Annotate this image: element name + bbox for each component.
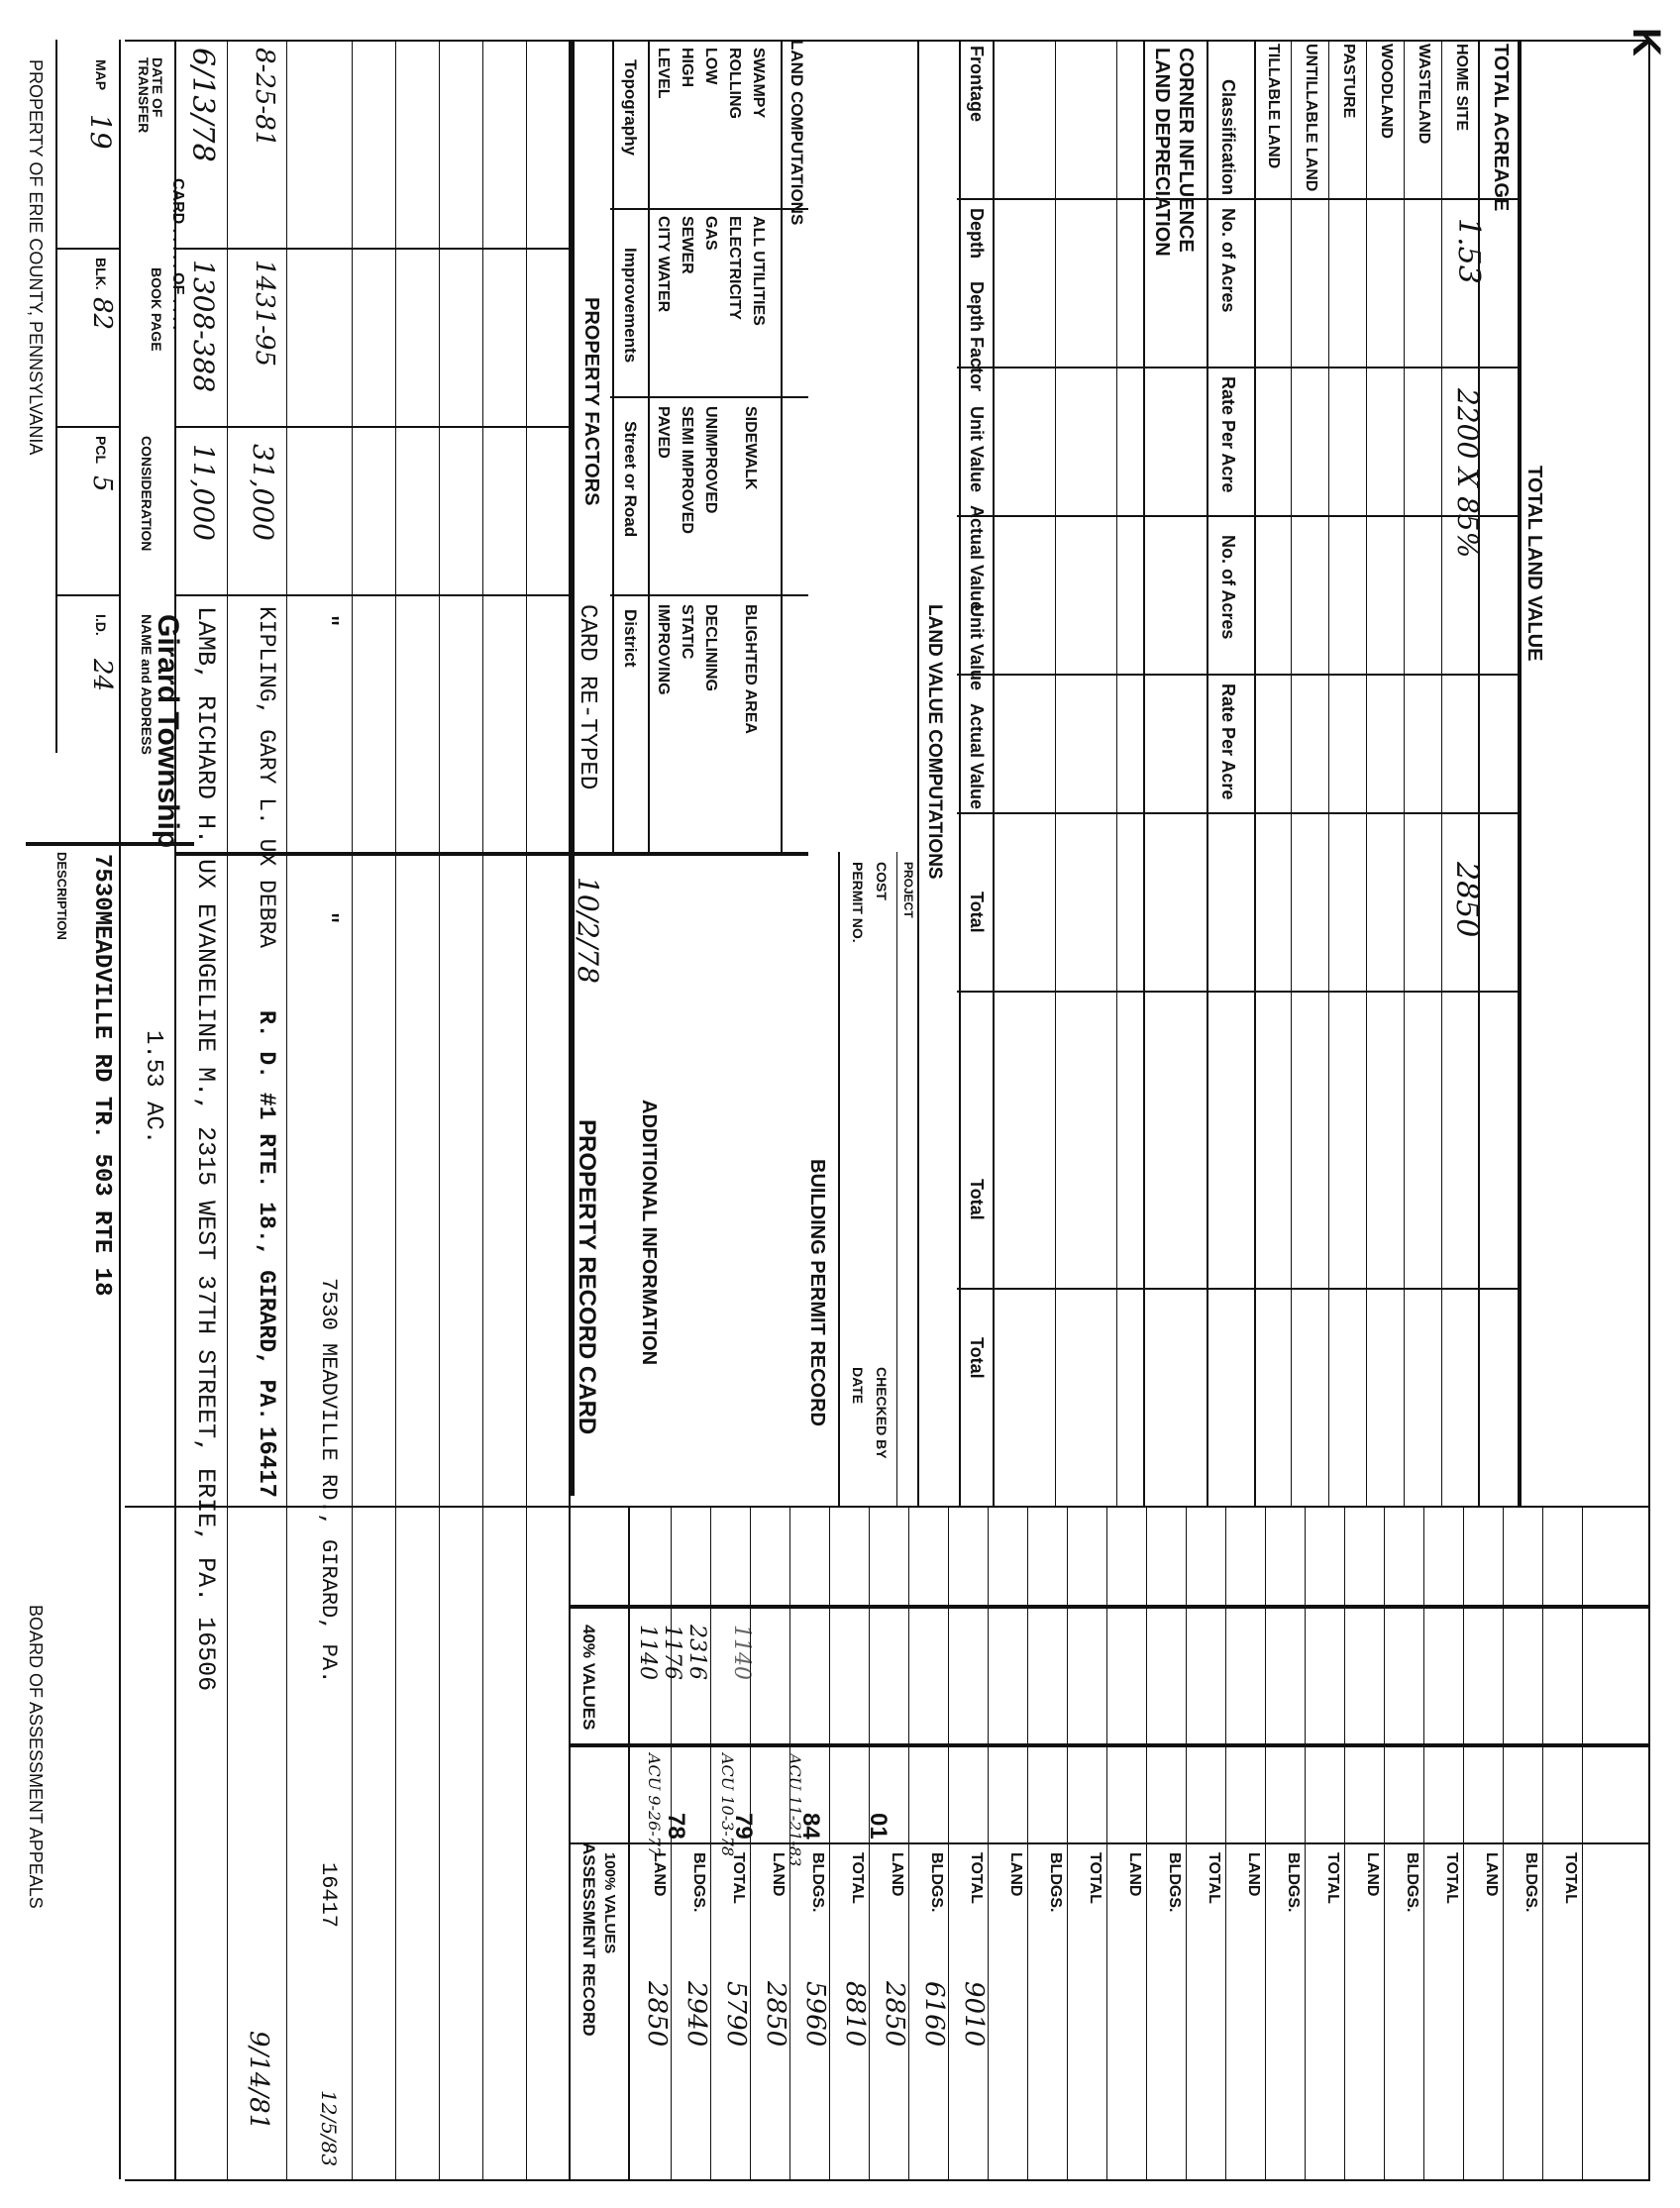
improvements-header: Improvements bbox=[621, 248, 640, 364]
assessment-row-label: LAND bbox=[1245, 1852, 1262, 1897]
assessment-row-value: 6160 bbox=[919, 1981, 949, 2048]
initials-1-who: ACU bbox=[645, 1753, 664, 1791]
permit-title: BUILDING PERMIT RECORD bbox=[806, 1159, 828, 1426]
land-depreciation-label: LAND DEPRECIATION bbox=[1151, 48, 1173, 257]
rule bbox=[829, 1506, 830, 2179]
rule bbox=[1305, 1506, 1306, 2179]
id-value: 24 bbox=[87, 659, 117, 692]
rule bbox=[174, 594, 571, 596]
imp-city-water: CITY WATER bbox=[655, 216, 672, 313]
assessment-row-label: LAND bbox=[770, 1852, 787, 1897]
rule bbox=[1423, 1506, 1424, 2179]
rule bbox=[1055, 40, 1056, 1506]
rule bbox=[1225, 1506, 1226, 2179]
rule bbox=[1648, 40, 1650, 2179]
map-value: 19 bbox=[84, 114, 117, 150]
rule bbox=[26, 842, 194, 846]
street-paved: PAVED bbox=[655, 406, 672, 459]
additional-info: ADDITIONAL INFORMATION bbox=[638, 1100, 660, 1366]
rule bbox=[352, 40, 353, 2179]
initials-3-who: ACU bbox=[786, 1753, 804, 1791]
value40-4: 1140 bbox=[729, 1625, 754, 1680]
rule bbox=[174, 852, 808, 856]
assessment-row-label: LAND bbox=[1364, 1852, 1381, 1897]
rule bbox=[908, 1506, 909, 2179]
rule bbox=[227, 40, 228, 2179]
imp-sewer: SEWER bbox=[679, 216, 695, 274]
year-78: 78 bbox=[663, 1813, 689, 1840]
value40-2: 1176 bbox=[660, 1625, 684, 1680]
transfer-date-2: 8-25-81 bbox=[250, 48, 279, 148]
rule bbox=[1582, 1506, 1583, 2179]
pcl-value: 5 bbox=[87, 475, 117, 492]
home-site-acres: 1.53 bbox=[1451, 218, 1486, 284]
assessment-row-label: BLDGS. bbox=[809, 1852, 826, 1913]
rule bbox=[957, 515, 1522, 517]
rule bbox=[896, 852, 897, 1506]
rule bbox=[1186, 1506, 1187, 2179]
class-home-site: HOME SITE bbox=[1453, 44, 1470, 132]
assessment-row-value: 5960 bbox=[800, 1981, 830, 2048]
rule bbox=[993, 40, 995, 1506]
rule bbox=[1143, 40, 1145, 1506]
district-declining: DECLINING bbox=[702, 604, 719, 691]
permit-date-label: DATE bbox=[850, 1367, 866, 1405]
assessment-row-label: TOTAL bbox=[1324, 1852, 1341, 1904]
assessment-row-value: 2850 bbox=[880, 1981, 909, 2048]
rule bbox=[526, 40, 527, 2179]
record-card-title: PROPERTY RECORD CARD bbox=[574, 1119, 600, 1435]
street-sidewalk: SIDEWALK bbox=[742, 406, 759, 490]
home-site-total: 2850 bbox=[1449, 862, 1484, 938]
assessment-row-label: LAND bbox=[1483, 1852, 1500, 1897]
district-static: STATIC bbox=[679, 604, 695, 660]
rule bbox=[1106, 1506, 1107, 2179]
blk-label: BLK. bbox=[93, 258, 109, 290]
land-computations-label: LAND COMPUTATIONS bbox=[788, 40, 806, 226]
rule bbox=[174, 248, 571, 250]
assessment-row-value: 9010 bbox=[959, 1981, 989, 2048]
rule bbox=[781, 40, 783, 852]
rule bbox=[648, 40, 650, 852]
assessment-row-label: TOTAL bbox=[968, 1852, 985, 1904]
transfer-zip-2: 16417 bbox=[253, 1426, 279, 1499]
rule bbox=[174, 40, 176, 2179]
values40-header: 40% VALUES bbox=[579, 1625, 598, 1731]
topo-level: LEVEL bbox=[655, 48, 672, 99]
rule bbox=[612, 40, 614, 852]
th-total-1: Total bbox=[967, 892, 987, 933]
retyped-date: 10/2/78 bbox=[572, 877, 604, 984]
total-land-value-label: TOTAL LAND VALUE bbox=[1523, 466, 1545, 662]
ditto-mark-1: " bbox=[316, 614, 341, 628]
assessment-row-value: 8810 bbox=[840, 1981, 870, 2048]
transfer-address-2: R. D. #1 RTE. 18., GIRARD, PA. bbox=[254, 1010, 279, 1421]
assessment-row-label: BLDGS. bbox=[1404, 1852, 1420, 1913]
rule bbox=[610, 396, 808, 398]
initials-2-date: 10-3-78 bbox=[718, 1795, 737, 1857]
rule bbox=[1441, 40, 1442, 1506]
transfer-consideration-2: 31,000 bbox=[247, 444, 279, 541]
rule bbox=[1518, 40, 1522, 1506]
rule bbox=[1146, 1506, 1147, 2179]
rule bbox=[750, 1506, 751, 2179]
rule bbox=[439, 40, 440, 2179]
rule bbox=[957, 1288, 1522, 1290]
rule bbox=[957, 674, 1522, 676]
rule bbox=[957, 812, 1522, 814]
initials-1-date: 9-26-77 bbox=[645, 1795, 664, 1857]
rule bbox=[988, 1506, 989, 2179]
rule bbox=[1207, 40, 1208, 1506]
year-84: 84 bbox=[797, 1813, 824, 1840]
assessment-row-label: BLDGS. bbox=[1166, 1852, 1183, 1913]
imp-gas: GAS bbox=[702, 216, 719, 251]
rule bbox=[1366, 40, 1367, 1506]
id-label: I.D. bbox=[93, 614, 109, 636]
assessment-row-label: BLDGS. bbox=[1285, 1852, 1302, 1913]
street-header: Street or Road bbox=[621, 421, 640, 538]
topo-high: HIGH bbox=[679, 48, 695, 87]
rule bbox=[710, 1506, 711, 2179]
rule bbox=[125, 40, 1650, 42]
assessment-row-label: TOTAL bbox=[1443, 1852, 1460, 1904]
rule bbox=[571, 1605, 1650, 1609]
rule bbox=[789, 1506, 790, 2179]
rule bbox=[125, 1506, 1650, 1508]
assessment-row-label: TOTAL bbox=[1562, 1852, 1579, 1904]
transfer-name-1: LAMB, RICHARD H. UX EVANGELINE M., 2315 WEST 37TH STREET, ERIE, PA. 16506 bbox=[191, 606, 220, 1692]
rule bbox=[55, 40, 57, 753]
description-label: DESCRIPTION bbox=[54, 852, 69, 940]
rule bbox=[395, 40, 396, 2179]
rule bbox=[1291, 40, 1292, 1506]
class-woodland: WOODLAND bbox=[1378, 44, 1395, 139]
class-pasture: PASTURE bbox=[1340, 44, 1357, 119]
rule bbox=[286, 40, 287, 2179]
rule bbox=[1542, 1506, 1543, 2179]
land-value-computations-title: LAND VALUE COMPUTATIONS bbox=[924, 604, 945, 880]
rule bbox=[671, 1506, 672, 2179]
assessment-row-label: LAND bbox=[1126, 1852, 1143, 1897]
th-rate-per-acre-2: Rate Per Acre bbox=[1218, 683, 1238, 800]
rule bbox=[1404, 40, 1405, 1506]
rule bbox=[869, 1506, 870, 2179]
rule bbox=[957, 367, 1522, 368]
pcl-label: PCL bbox=[93, 436, 109, 464]
permit-checked-label: CHECKED BY bbox=[874, 1367, 890, 1459]
transfer-date-note-2: 9/14/81 bbox=[244, 2031, 273, 2131]
year-79: 79 bbox=[730, 1813, 757, 1840]
rule bbox=[1254, 40, 1256, 1506]
assessment-row-value: 2850 bbox=[642, 1981, 672, 2048]
permit-project-label: PROJECT bbox=[901, 862, 915, 918]
imp-electricity: ELECTRICITY bbox=[726, 216, 743, 320]
rule bbox=[1067, 1506, 1068, 2179]
rule bbox=[959, 40, 961, 1506]
th-unit-value-2: Unit Value bbox=[967, 604, 987, 691]
corner-influence-label: CORNER INFLUENCE bbox=[1175, 48, 1197, 253]
map-label: MAP bbox=[93, 59, 109, 91]
property-factors-title: PROPERTY FACTORS bbox=[580, 297, 602, 506]
rule bbox=[174, 426, 571, 428]
assessment-row-label: BLDGS. bbox=[1047, 1852, 1064, 1913]
th-name-address: NAME and ADDRESS bbox=[139, 614, 155, 755]
assessment-row-label: TOTAL bbox=[849, 1852, 866, 1904]
th-date-transfer: DATE OF TRANSFER bbox=[136, 57, 165, 134]
permit-cost-label: COST bbox=[874, 862, 890, 900]
transfer-name-2: KIPLING, GARY L. UX DEBRA bbox=[254, 606, 279, 949]
ditto-mark-2: " bbox=[316, 911, 341, 925]
th-total-3: Total bbox=[967, 1337, 987, 1379]
home-site-rate: 2200 X 85% bbox=[1451, 388, 1484, 559]
imp-all-utilities: ALL UTILITIES bbox=[750, 216, 767, 326]
rule bbox=[482, 40, 483, 2179]
transfer-date-1: 6/13/78 bbox=[185, 48, 220, 162]
rule bbox=[57, 248, 121, 250]
th-frontage: Frontage bbox=[967, 46, 987, 123]
th-depth-factor: Depth Factor bbox=[967, 281, 987, 392]
assessment-row-value: 5790 bbox=[721, 1981, 751, 2048]
assessment-row-label: TOTAL bbox=[1087, 1852, 1103, 1904]
district-blighted: BLIGHTED AREA bbox=[742, 604, 759, 734]
transfer-address-3: 7530 MEADVILLE RD., GIRARD, PA. bbox=[316, 1278, 341, 1684]
topo-rolling: ROLLING bbox=[726, 48, 743, 119]
assessment-record-header: ASSESSMENT RECORD bbox=[579, 1842, 598, 2037]
of-text: OF bbox=[169, 272, 186, 295]
assessment-row-label: BLDGS. bbox=[1522, 1852, 1539, 1913]
th-depth: Depth bbox=[967, 208, 987, 259]
th-actual-value: Actual Value bbox=[967, 505, 987, 612]
transfer-book-1: 1308-388 bbox=[187, 260, 220, 393]
topo-low: LOW bbox=[702, 48, 719, 85]
class-total-acreage: TOTAL ACREAGE bbox=[1490, 44, 1512, 212]
rule bbox=[957, 198, 1522, 200]
value40-1: 1140 bbox=[635, 1625, 660, 1680]
class-wasteland: WASTELAND bbox=[1416, 44, 1432, 145]
rule bbox=[119, 40, 121, 2179]
year-01: 01 bbox=[865, 1813, 892, 1840]
rule bbox=[1344, 1506, 1345, 2179]
initials-2-who: ACU bbox=[718, 1753, 737, 1791]
rule bbox=[1027, 1506, 1028, 2179]
th-consideration: CONSIDERATION bbox=[139, 436, 155, 552]
th-rate-per-acre: Rate Per Acre bbox=[1218, 376, 1238, 493]
assessment-row-label: BLDGS. bbox=[690, 1852, 707, 1913]
rule bbox=[628, 1506, 630, 2179]
th-total-2: Total bbox=[967, 1179, 987, 1220]
transfer-date-note-3: 12/5/83 bbox=[317, 2090, 341, 2167]
rule bbox=[57, 594, 121, 596]
rule bbox=[917, 40, 919, 1506]
assessment-row-value: 2940 bbox=[682, 1981, 711, 2048]
description-line2: 1.53 AC. bbox=[140, 1030, 166, 1145]
rule bbox=[571, 1743, 1650, 1747]
th-actual-value-2: Actual Value bbox=[967, 703, 987, 810]
assessment-row-label: BLDGS. bbox=[928, 1852, 945, 1913]
retyped-note: CARD RE-TYPED bbox=[574, 604, 600, 790]
topography-header: Topography bbox=[621, 59, 640, 156]
description-line1: 7530MEADVILLE RD TR. 503 RTE 18 bbox=[88, 854, 115, 1297]
initials-2 bbox=[718, 1753, 737, 1856]
initials-3-date: 11-21-83 bbox=[786, 1795, 804, 1867]
rule bbox=[1503, 1506, 1504, 2179]
assessment-row-label: TOTAL bbox=[1206, 1852, 1222, 1904]
assessment-row-label: LAND bbox=[651, 1852, 668, 1897]
card-mark: K bbox=[1625, 28, 1668, 56]
blk-value: 82 bbox=[87, 297, 117, 331]
rule bbox=[610, 594, 808, 596]
footer-left: PROPERTY OF ERIE COUNTY, PENNSYLVANIA bbox=[26, 59, 46, 456]
assessment-row-label: TOTAL bbox=[730, 1852, 747, 1904]
card-label: CARD . . . . . OF . . . . bbox=[169, 178, 186, 330]
assessment-row-label: LAND bbox=[889, 1852, 905, 1897]
assessment-record-sub: 100% VALUES bbox=[601, 1852, 618, 1954]
rule bbox=[948, 1506, 949, 2179]
value40-3: 2316 bbox=[684, 1625, 709, 1680]
rule bbox=[1116, 40, 1117, 1506]
rule bbox=[1463, 1506, 1464, 2179]
th-no-acres-2: No. of Acres bbox=[1218, 535, 1238, 640]
transfer-consideration-1: 11,000 bbox=[187, 444, 220, 541]
rule bbox=[957, 991, 1522, 993]
rule bbox=[1265, 1506, 1266, 2179]
transfer-zip-3: 16417 bbox=[316, 1862, 341, 1929]
card-text: CARD bbox=[169, 178, 186, 225]
th-classification: Classification bbox=[1218, 79, 1238, 196]
assessment-row-label: LAND bbox=[1007, 1852, 1024, 1897]
rule bbox=[1328, 40, 1329, 1506]
permit-no-label: PERMIT NO. bbox=[850, 862, 866, 943]
th-unit-value: Unit Value bbox=[967, 406, 987, 493]
topo-swampy: SWAMPY bbox=[750, 48, 767, 119]
rule bbox=[125, 2179, 1650, 2181]
street-semi-improved: SEMI IMPROVED bbox=[679, 406, 695, 534]
rule bbox=[57, 426, 121, 428]
class-untillable: UNTILLABLE LAND bbox=[1303, 44, 1319, 192]
footer-right: BOARD OF ASSESSMENT APPEALS bbox=[26, 1605, 46, 1909]
district-improving: IMPROVING bbox=[655, 604, 672, 695]
rule bbox=[1384, 1506, 1385, 2179]
district-header: District bbox=[621, 609, 640, 668]
transfer-book-2: 1431-95 bbox=[250, 260, 279, 368]
class-tillable: TILLABLE LAND bbox=[1265, 44, 1282, 169]
rule bbox=[610, 208, 808, 210]
rule bbox=[838, 852, 840, 1506]
initials-1 bbox=[645, 1753, 664, 1856]
assessment-row-value: 2850 bbox=[761, 1981, 790, 2048]
th-book-page: BOOK PAGE bbox=[149, 267, 164, 352]
th-no-acres: No. of Acres bbox=[1218, 208, 1238, 313]
township-title: Girard Township bbox=[152, 614, 184, 849]
initials-3 bbox=[786, 1753, 804, 1866]
street-unimproved: UNIMPROVED bbox=[702, 406, 719, 514]
